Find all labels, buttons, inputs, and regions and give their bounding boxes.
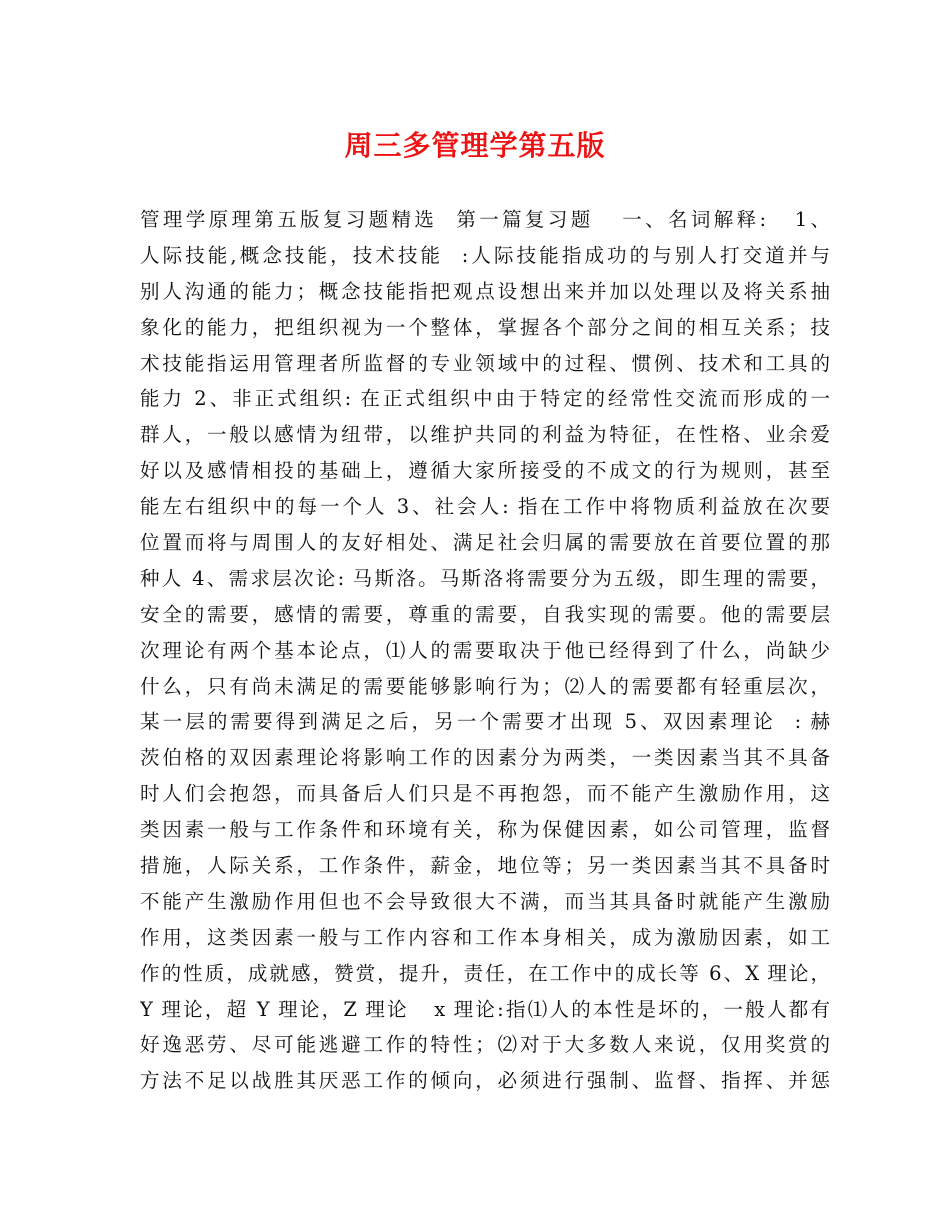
text-line: 方法不足以战胜其厌恶工作的倾向，必须进行强制、监督、指挥、并惩 (140, 1069, 830, 1093)
text-line: 不能产生激励作用但也不会导致很大不满，而当其具备时就能产生激励 (140, 889, 830, 913)
text-line: 茨伯格的双因素理论将影响工作的因素分为两类，一类因素当其不具备 (140, 746, 830, 770)
text-line: 别人沟通的能力；概念技能指把观点设想出来并加以处理以及将关系抽 (140, 279, 830, 303)
text-line: 能力 2、非正式组织: 在正式组织中由于特定的经常性交流而形成的一 (140, 387, 830, 411)
text-line: 管理学原理第五版复习题精选 第一篇复习题 一、名词解释: 1、 (140, 208, 830, 231)
text-line: 措施，人际关系，工作条件，薪金，地位等；另一类因素当其不具备时 (140, 854, 830, 878)
text-line: 好以及感情相投的基础上，遵循大家所接受的不成文的行为规则，甚至 (140, 459, 830, 483)
text-line: 某一层的需要得到满足之后，另一个需要才出现 5、双因素理论 : 赫 (140, 710, 830, 734)
text-line: 群人，一般以感情为纽带，以维护共同的利益为特征，在性格、业余爱 (140, 423, 830, 447)
text-line: 位置而将与周围人的友好相处、满足社会归属的需要放在首要位置的那 (140, 531, 830, 555)
body-text (140, 202, 830, 1099)
text-line: 作用，这类因素一般与工作内容和工作本身相关，成为激励因素，如工 (140, 925, 830, 949)
text-line: 好逸恶劳、尽可能逃避工作的特性；⑵对于大多数人来说，仅用奖赏的 (140, 1033, 830, 1057)
text-line: 能左右组织中的每一个人 3、社会人: 指在工作中将物质利益放在次要 (140, 495, 830, 519)
text-line: 什么，只有尚未满足的需要能够影响行为；⑵人的需要都有轻重层次， (140, 674, 830, 698)
text-line: 术技能指运用管理者所监督的专业领域中的过程、惯例、技术和工具的 (140, 351, 830, 375)
text-line: Y 理论，超 Y 理论，Z 理论 x 理论:指⑴人的本性是坏的，一般人都有 (140, 997, 830, 1021)
text-line: 象化的能力，把组织视为一个整体，掌握各个部分之间的相互关系；技 (140, 315, 830, 339)
text-line: 种人 4、需求层次论: 马斯洛。马斯洛将需要分为五级，即生理的需要， (140, 566, 830, 590)
page-title: 周三多管理学第五版 (344, 129, 606, 162)
text-line: 人际技能,概念技能，技术技能 :人际技能指成功的与别人打交道并与 (140, 243, 830, 267)
text-line: 作的性质，成就感，赞赏，提升，责任，在工作中的成长等 6、X 理论， (140, 961, 830, 985)
text-line: 类因素一般与工作条件和环境有关，称为保健因素，如公司管理，监督 (140, 818, 830, 842)
text-line: 次理论有两个基本论点，⑴人的需要取决于他已经得到了什么，尚缺少 (140, 638, 830, 662)
text-line: 时人们会抱怨，而具备后人们只是不再抱怨，而不能产生激励作用，这 (140, 782, 830, 806)
text-line: 安全的需要，感情的需要，尊重的需要，自我实现的需要。他的需要层 (140, 602, 830, 626)
